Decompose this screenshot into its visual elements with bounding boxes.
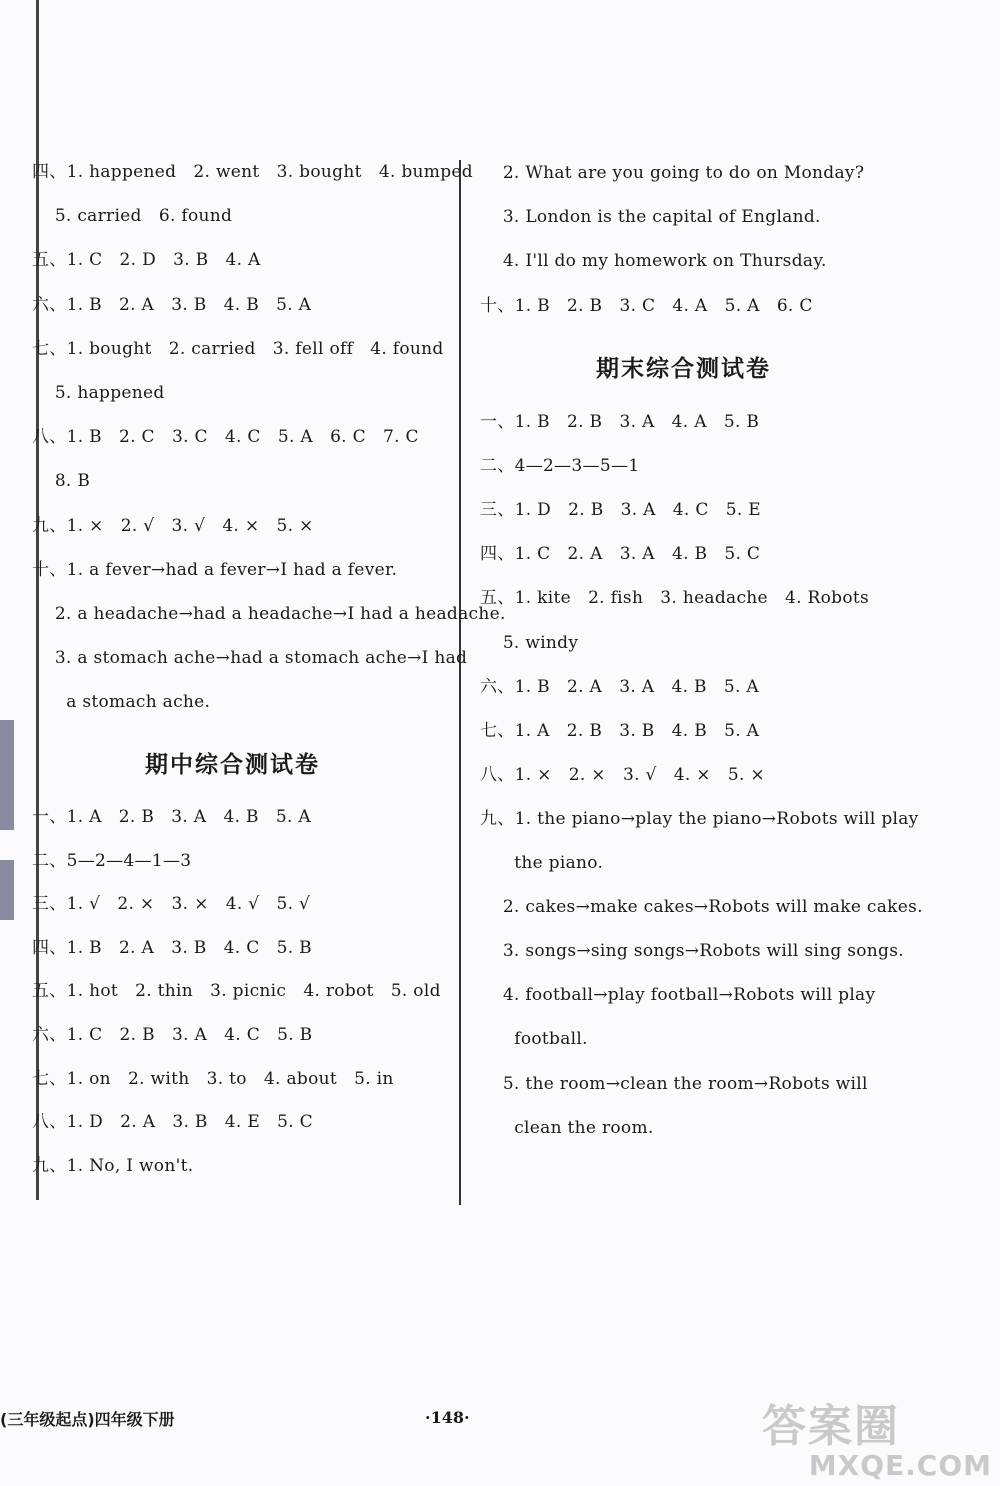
binding-mark <box>0 720 14 830</box>
answer-line: 六、1. C 2. B 3. A 4. C 5. B <box>32 1025 313 1045</box>
answer-line: 四、1. B 2. A 3. B 4. C 5. B <box>32 937 312 958</box>
answer-line: 5. happened <box>32 383 165 403</box>
answer-line: the piano. <box>480 853 604 873</box>
answer-line: 3. a stomach ache→had a stomach ache→I had <box>32 648 468 669</box>
answer-line: football. <box>480 1029 588 1050</box>
answer-line: 五、1. kite 2. fish 3. headache 4. Robots <box>480 588 870 609</box>
answer-line: 三、1. D 2. B 3. A 4. C 5. E <box>480 500 761 521</box>
answer-line: 五、1. hot 2. thin 3. picnic 4. robot 5. old <box>32 981 441 1002</box>
answer-line: 三、1. √ 2. × 3. × 4. √ 5. √ <box>32 894 311 915</box>
answer-line: 2. a headache→had a headache→I had a headache. <box>32 604 506 624</box>
answer-line: 七、1. bought 2. carried 3. fell off 4. found <box>32 338 444 359</box>
answer-line: 3. London is the capital of England. <box>480 207 821 228</box>
answer-line: 5. the room→clean the room→Robots will <box>480 1073 868 1094</box>
answer-line: 七、1. on 2. with 3. to 4. about 5. in <box>32 1068 394 1089</box>
answer-line: 2. cakes→make cakes→Robots will make cakes. <box>480 897 923 918</box>
answer-line: 十、1. B 2. B 3. C 4. A 5. A 6. C <box>480 295 813 316</box>
answer-line: 九、1. the piano→play the piano→Robots will play <box>480 808 919 829</box>
answer-line: 八、1. D 2. A 3. B 4. E 5. C <box>32 1112 313 1133</box>
watermark-logo <box>762 1390 992 1482</box>
answer-line: 二、4—2—3—5—1 <box>480 456 640 477</box>
answer-line: clean the room. <box>480 1117 654 1138</box>
answer-line: 一、1. B 2. B 3. A 4. A 5. B <box>480 412 760 432</box>
watermark-cn: 答案圈 <box>762 1401 900 1452</box>
page-number: ·148· <box>425 1408 470 1427</box>
answer-line: 八、1. × 2. × 3. √ 4. × 5. × <box>480 764 765 785</box>
answer-line: 二、5—2—4—1—3 <box>32 850 192 871</box>
answer-line: 8. B <box>32 471 91 492</box>
answer-line: 5. carried 6. found <box>32 206 233 227</box>
binding-mark <box>0 860 14 920</box>
answer-line: 4. football→play football→Robots will play <box>480 985 876 1006</box>
watermark-en: MXQE.COM <box>808 1449 992 1482</box>
book-label: (三年级起点)四年级下册 <box>0 1410 175 1429</box>
column-divider <box>459 160 461 1205</box>
answer-line: 十、1. a fever→had a fever→I had a fever. <box>32 559 398 580</box>
final-title: 期末综合测试卷 <box>596 356 771 382</box>
answer-line: 3. songs→sing songs→Robots will sing songs. <box>480 941 904 962</box>
answer-line: 四、1. happened 2. went 3. bought 4. bumped <box>32 162 473 182</box>
answer-line: 4. I'll do my homework on Thursday. <box>480 251 827 272</box>
answer-line: 九、1. No, I won't. <box>32 1155 194 1176</box>
answer-line: 一、1. A 2. B 3. A 4. B 5. A <box>32 807 311 827</box>
answer-line: 八、1. B 2. C 3. C 4. C 5. A 6. C 7. C <box>32 427 419 448</box>
answer-line: 四、1. C 2. A 3. A 4. B 5. C <box>480 544 761 565</box>
answer-line: 五、1. C 2. D 3. B 4. A <box>32 250 261 271</box>
answer-line: 5. windy <box>480 632 579 653</box>
answer-line: 七、1. A 2. B 3. B 4. B 5. A <box>480 720 760 741</box>
answer-line: a stomach ache. <box>32 692 211 713</box>
answer-line: 六、1. B 2. A 3. B 4. B 5. A <box>32 294 312 315</box>
answer-line: 六、1. B 2. A 3. A 4. B 5. A <box>480 676 759 697</box>
answer-line: 2. What are you going to do on Monday? <box>480 163 865 183</box>
answer-line: 九、1. × 2. √ 3. √ 4. × 5. × <box>32 515 314 536</box>
midterm-title: 期中综合测试卷 <box>145 752 320 778</box>
